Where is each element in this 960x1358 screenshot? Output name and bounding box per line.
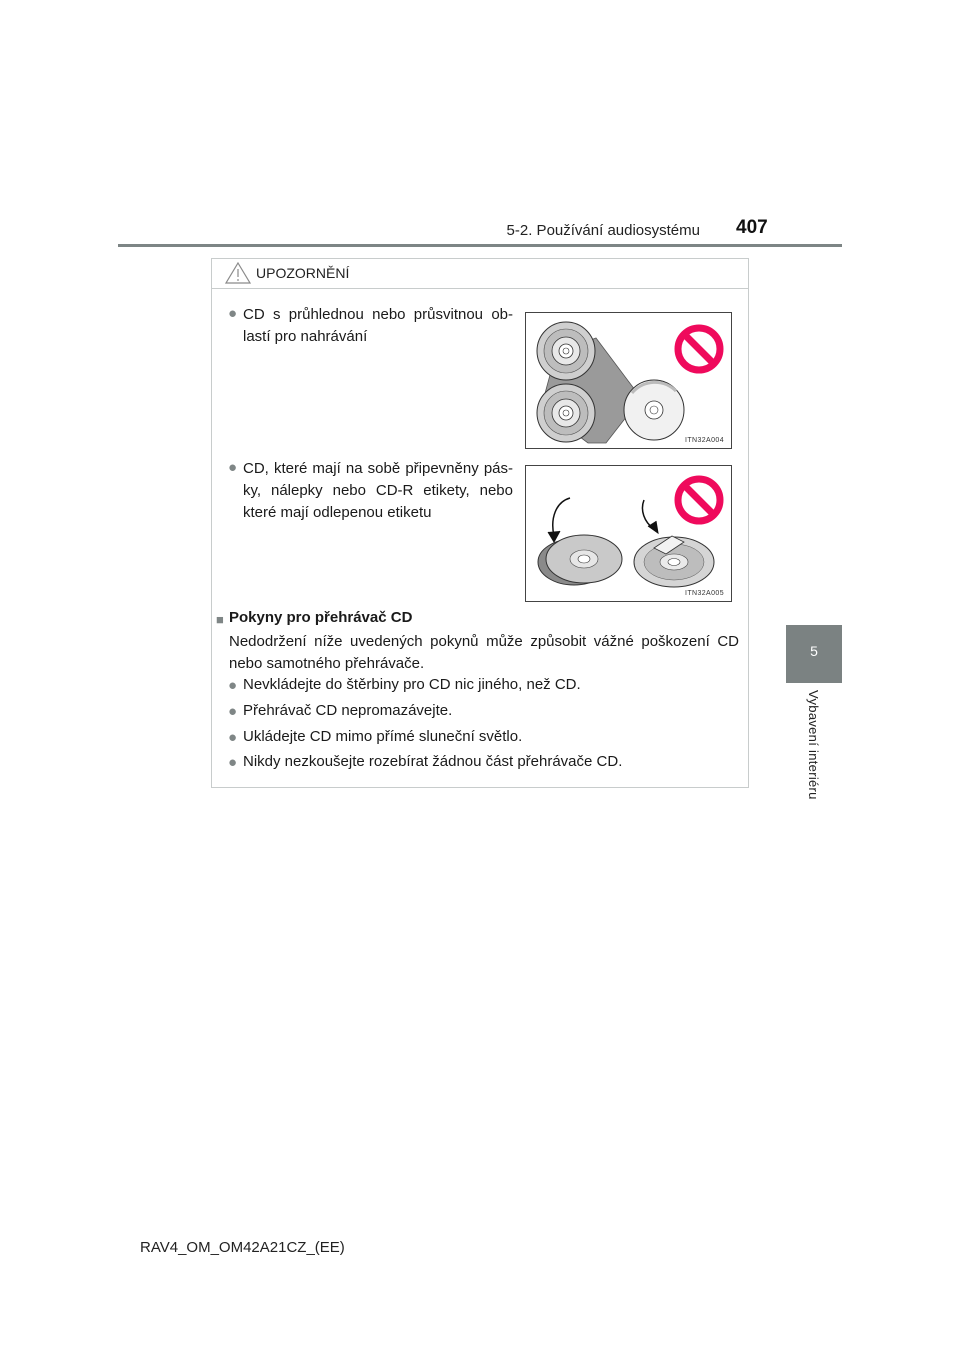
warning-header [212,259,748,289]
warning-item-2-line-3: které mají odlepenou etiketu [243,504,432,521]
circle-bullet-icon: ● [228,677,238,694]
cd-disc-bottom [537,384,595,442]
cd-with-peeled-label [538,535,622,585]
warning-title: UPOZORNĚNÍ [256,265,350,281]
cd-with-sticker [634,536,714,587]
prohibited-icon [678,328,720,370]
cd-disc-top [537,322,595,380]
prohibited-icon [678,479,720,521]
instruction-3: Ukládejte CD mimo přímé sluneční světlo. [243,728,523,745]
header-rule [118,244,842,247]
section-intro [229,631,739,675]
circle-bullet-icon: ● [228,305,238,322]
warning-item-2-line-1: CD, které mají na sobě připevněny pás- [243,460,513,477]
footer-code: RAV4_OM_OM42A21CZ_(EE) [140,1239,345,1256]
figure-transparent-cd [525,312,732,449]
circle-bullet-icon: ● [228,729,238,746]
labeled-cd-illustration [526,466,731,601]
warning-item-1-line-1: CD s průhlednou nebo průsvitnou ob- [243,306,513,323]
transparent-cd-illustration [526,313,731,448]
header-section-title: 5-2. Používání audiosystému [506,222,700,239]
circle-bullet-icon: ● [228,754,238,771]
instruction-1: Nevkládejte do štěrbiny pro CD nic jiného, než CD. [243,676,581,693]
figure-labeled-cd [525,465,732,602]
figure-code-2: ITN32A005 [685,590,725,597]
warning-item-1-line-2: lastí pro nahrávání [243,328,368,345]
figure-code-1: ITN32A004 [685,437,725,444]
warning-item-1 [243,304,513,348]
warning-item-2 [243,458,513,524]
circle-bullet-icon: ● [228,459,238,476]
warning-item-2-line-2: ky, nálepky nebo CD-R etikety, nebo [243,482,513,499]
square-bullet-icon: ■ [216,612,224,627]
instruction-2: Přehrávač CD nepromazávejte. [243,702,453,719]
section-heading: Pokyny pro přehrávač CD [229,609,413,626]
side-tab-number: 5 [810,643,818,659]
cd-disc-right [624,380,684,440]
circle-bullet-icon: ● [228,703,238,720]
warning-triangle-icon [225,262,251,284]
instruction-4: Nikdy nezkoušejte rozebírat žádnou část přehrávače CD. [243,753,623,770]
section-intro-line-1: Nedodržení níže uvedených pokynů může způsobit vážné poškození CD [229,633,739,650]
page-number: 407 [736,217,768,238]
side-tab-label: Vybavení interiéru [806,690,821,800]
section-intro-line-2: nebo samotného přehrávače. [229,655,425,672]
